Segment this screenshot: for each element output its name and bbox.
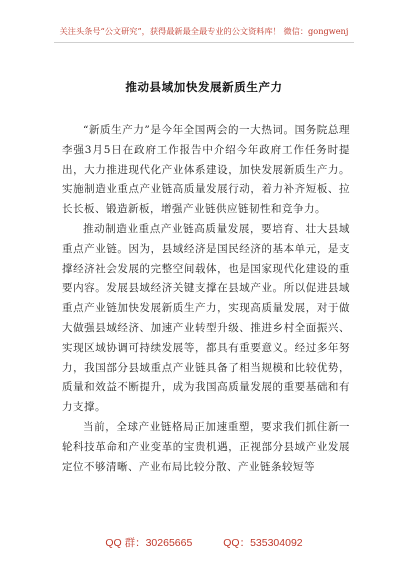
paragraph-2: 推动制造业重点产业链高质量发展，要培育、壮大县域重点产业链。因为，县域经济是国民经济的基本单元，是支撑经济社会发展的完整空间载体，也是国家现代化建设的重要内容。发展县域经济关键支撑在县域产业。所以促进县域重点产业链加快发展新质生产力，实现高质量发展，对于做大做强县域经济、加速产业转型升级、推进乡村全面振兴、实现区域协调可持续发展等，都具有重要意义。经过多年努力，我国部分县域重点产业链具备了相当规模和比较优势，质量和效益不断提升，成为我国高质量发展的重要基础和有力支撑。 <box>62 222 350 414</box>
footer-contact <box>0 535 408 550</box>
footer-qq: QQ：535304092 <box>223 537 303 549</box>
paragraph-1: “新质生产力”是今年全国两会的一大热词。国务院总理李强3月5日在政府工作报告中介绍今年政府工作任务时提出，大力推进现代化产业体系建设，加快发展新质生产力。实施制造业重点产业链高质量发展行动，着力补齐短板、拉长长板、锻造新板，增强产业链供应链韧性和竞争力。 <box>62 124 350 216</box>
paragraph-3: 当前，全球产业链格局正加速重塑，要求我们抓住新一轮科技革命和产业变革的宝贵机遇，正视部分县域产业发展定位不够清晰、产业布局比较分散、产业链条较短等 <box>62 420 350 473</box>
header-note: 关注头条号“公文研究”，获得最新最全最专业的公文资料库！ 微信：gongwenj <box>59 26 349 36</box>
document-title: 推动县域加快发展新质生产力 <box>125 80 283 94</box>
document-body <box>62 121 350 477</box>
footer-qq-group: QQ 群：30265665 <box>105 537 193 549</box>
header-divider <box>54 42 354 43</box>
